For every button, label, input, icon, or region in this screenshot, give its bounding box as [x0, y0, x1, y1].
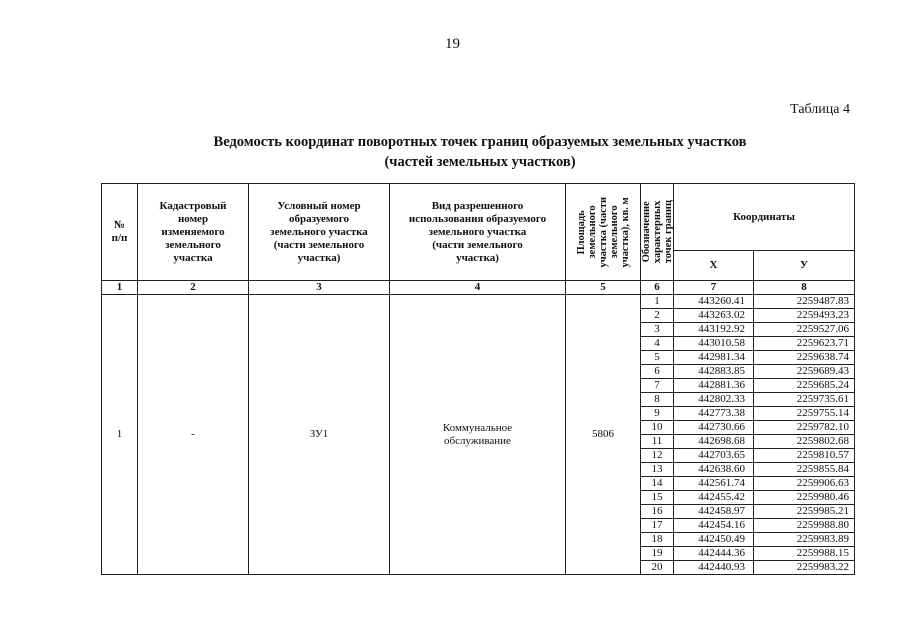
header-conditional-number: Условный номер образуемого земельного участка (части земельного участка): [249, 184, 390, 281]
point-y: 2259782.10: [754, 421, 855, 435]
point-x: 443192.92: [674, 323, 754, 337]
coordinates-table: [101, 183, 855, 575]
record-area: 5806: [566, 295, 641, 575]
point-number: 11: [641, 435, 674, 449]
document-title: [0, 132, 905, 172]
point-number: 19: [641, 547, 674, 561]
column-number-6: 6: [641, 281, 674, 295]
column-number-4: 4: [390, 281, 566, 295]
point-y: 2259980.46: [754, 491, 855, 505]
point-y: 2259735.61: [754, 393, 855, 407]
point-number: 4: [641, 337, 674, 351]
point-x: 442458.97: [674, 505, 754, 519]
point-y: 2259983.22: [754, 561, 855, 575]
point-x: 442773.38: [674, 407, 754, 421]
point-x: 443010.58: [674, 337, 754, 351]
point-x: 442455.42: [674, 491, 754, 505]
point-x: 442883.85: [674, 365, 754, 379]
point-number: 20: [641, 561, 674, 575]
column-number-row: [102, 281, 855, 295]
point-number: 8: [641, 393, 674, 407]
column-number-7: 7: [674, 281, 754, 295]
point-number: 15: [641, 491, 674, 505]
point-number: 16: [641, 505, 674, 519]
point-x: 442440.93: [674, 561, 754, 575]
point-number: 2: [641, 309, 674, 323]
point-x: 443260.41: [674, 295, 754, 309]
table-row: [102, 295, 855, 309]
point-y: 2259906.63: [754, 477, 855, 491]
column-number-5: 5: [566, 281, 641, 295]
point-number: 18: [641, 533, 674, 547]
point-y: 2259855.84: [754, 463, 855, 477]
point-y: 2259685.24: [754, 379, 855, 393]
point-y: 2259638.74: [754, 351, 855, 365]
header-cadastral-number: Кадастровый номер изменяемого земельного участка: [138, 184, 249, 281]
header-coordinates: Координаты: [674, 184, 855, 251]
header-permitted-use: Вид разрешенного использования образуемого земельного участка (части земельного участка): [390, 184, 566, 281]
point-y: 2259810.57: [754, 449, 855, 463]
header-index: № п/п: [102, 184, 138, 281]
point-y: 2259527.06: [754, 323, 855, 337]
point-y: 2259689.43: [754, 365, 855, 379]
point-x: 442454.16: [674, 519, 754, 533]
point-x: 442444.36: [674, 547, 754, 561]
point-number: 10: [641, 421, 674, 435]
header-y: У: [754, 251, 855, 281]
point-x: 442561.74: [674, 477, 754, 491]
point-x: 442981.34: [674, 351, 754, 365]
point-x: 442730.66: [674, 421, 754, 435]
point-y: 2259983.89: [754, 533, 855, 547]
record-index: 1: [102, 295, 138, 575]
point-number: 5: [641, 351, 674, 365]
point-number: 13: [641, 463, 674, 477]
point-number: 6: [641, 365, 674, 379]
point-number: 14: [641, 477, 674, 491]
point-y: 2259493.23: [754, 309, 855, 323]
point-y: 2259988.15: [754, 547, 855, 561]
point-number: 17: [641, 519, 674, 533]
point-number: 1: [641, 295, 674, 309]
point-number: 3: [641, 323, 674, 337]
point-x: 442881.36: [674, 379, 754, 393]
points-body: [102, 295, 855, 575]
point-x: 442450.49: [674, 533, 754, 547]
table-caption: Таблица 4: [790, 102, 850, 117]
header-point-designation: Обозначение характерных точек границ: [641, 184, 674, 281]
column-number-8: 8: [754, 281, 855, 295]
point-y: 2259985.21: [754, 505, 855, 519]
point-x: 443263.02: [674, 309, 754, 323]
point-number: 7: [641, 379, 674, 393]
page-number: 19: [445, 36, 460, 52]
point-number: 9: [641, 407, 674, 421]
point-y: 2259623.71: [754, 337, 855, 351]
header-area: Площадь земельного участка (части земельного участка), кв. м: [566, 184, 641, 281]
point-y: 2259755.14: [754, 407, 855, 421]
record-cadastral-number: -: [138, 295, 249, 575]
record-conditional-number: ЗУ1: [249, 295, 390, 575]
header-x: X: [674, 251, 754, 281]
point-y: 2259802.68: [754, 435, 855, 449]
point-x: 442802.33: [674, 393, 754, 407]
point-x: 442698.68: [674, 435, 754, 449]
column-number-2: 2: [138, 281, 249, 295]
point-y: 2259487.83: [754, 295, 855, 309]
point-x: 442703.65: [674, 449, 754, 463]
column-number-3: 3: [249, 281, 390, 295]
column-number-1: 1: [102, 281, 138, 295]
title-line-1: Ведомость координат поворотных точек границ образуемых земельных участков: [213, 134, 747, 150]
title-line-2: (частей земельных участков): [384, 154, 576, 170]
point-number: 12: [641, 449, 674, 463]
point-x: 442638.60: [674, 463, 754, 477]
record-permitted-use: Коммунальное обслуживание: [390, 295, 566, 575]
point-y: 2259988.80: [754, 519, 855, 533]
